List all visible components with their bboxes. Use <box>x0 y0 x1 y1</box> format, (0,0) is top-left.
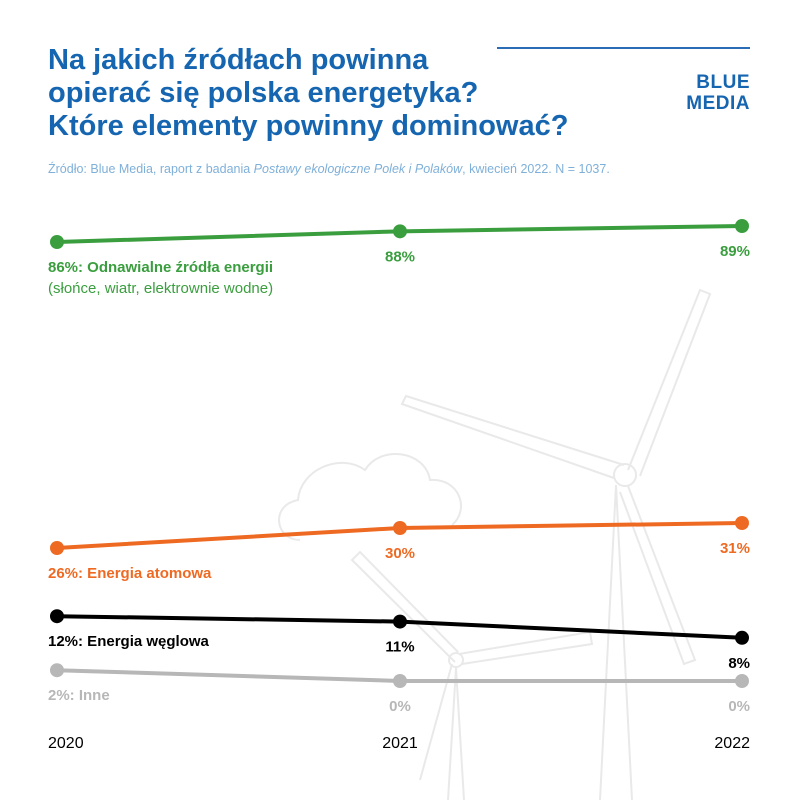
data-point <box>735 516 749 530</box>
title-line-2: opierać się polska energetyka? <box>48 77 479 109</box>
wind-turbine-illustration <box>279 290 710 800</box>
series-subtitle-label: (słońce, wiatr, elektrownie wodne) <box>48 280 274 297</box>
series-layer <box>48 219 750 715</box>
data-point <box>50 541 64 555</box>
source-prefix: Źródło: Blue Media, raport z badania <box>48 162 254 176</box>
series-3 <box>48 663 750 715</box>
brand-line-1: BLUE <box>696 72 750 93</box>
data-label: 30% <box>384 545 416 562</box>
data-label: 0% <box>389 698 411 715</box>
source-italic: Postawy ekologiczne Polek i Polaków <box>253 162 463 176</box>
series-1 <box>48 516 750 582</box>
data-label: 0% <box>728 698 750 715</box>
series-2 <box>48 609 750 672</box>
x-tick-label: 2020 <box>48 735 84 752</box>
data-point <box>393 615 407 629</box>
data-label: 31% <box>719 540 750 557</box>
series-0 <box>48 219 750 297</box>
title-line-1: Na jakich źródłach powinna <box>48 44 429 76</box>
x-axis <box>48 735 750 752</box>
data-label: 88% <box>384 248 416 266</box>
data-point <box>393 521 407 535</box>
series-name-label: 86%: Odnawialne źródła energii <box>48 259 274 276</box>
data-point <box>50 235 64 249</box>
data-label: 89% <box>719 243 750 261</box>
data-point <box>735 631 749 645</box>
data-label: 11% <box>385 638 415 656</box>
x-tick-label: 2021 <box>382 735 418 752</box>
data-point <box>393 674 407 688</box>
series-name-label: 12%: Energia węglowa <box>48 633 209 651</box>
title-line-3: Które elementy powinny dominować? <box>48 110 569 142</box>
data-point <box>50 609 64 623</box>
data-point <box>735 219 749 233</box>
series-name-label: 2%: Inne <box>48 687 110 705</box>
data-label: 8% <box>728 654 750 672</box>
data-point <box>50 663 64 677</box>
data-point <box>735 674 749 688</box>
brand-line-2: MEDIA <box>686 93 750 114</box>
x-tick-label: 2022 <box>714 735 750 752</box>
source-suffix: , kwiecień 2022. N = 1037. <box>462 162 610 176</box>
series-name-label: 26%: Energia atomowa <box>48 565 212 582</box>
data-point <box>393 224 407 238</box>
